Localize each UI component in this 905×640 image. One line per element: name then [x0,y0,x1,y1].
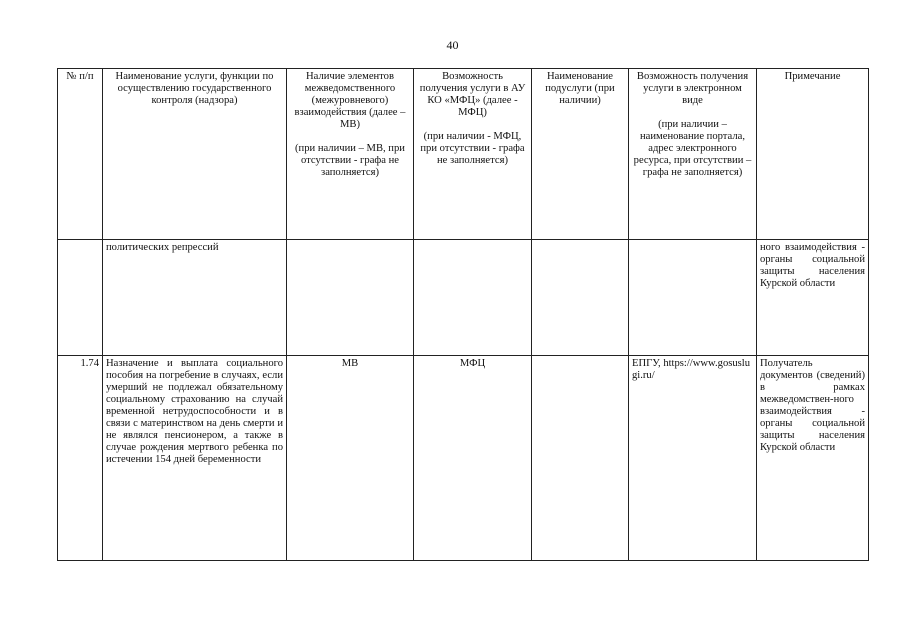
cell-subservice [532,356,629,561]
cell-electronic: ЕПГУ, https://www.gosuslugi.ru/ [629,356,757,561]
header-electronic-note: (при наличии – наименование портала, адрес электронного ресурса, при отсутствии – графа не заполняется) [633,119,752,178]
header-mfc [414,69,532,240]
page-number: 40 [446,38,459,52]
table-header-row [58,69,869,240]
table-row [58,356,869,561]
header-electronic [629,69,757,240]
header-subservice: Наименование подуслуги (при наличии) [532,69,629,240]
cell-mfc [414,240,532,356]
cell-mv [287,240,414,356]
header-mfc-note: (при наличии - МФЦ, при отсутствии - графа не заполняется) [420,131,525,166]
cell-num [58,240,103,356]
header-mv-note: (при наличии – МВ, при отсутствии - графа не заполняется) [295,143,405,178]
header-electronic-main: Возможность получения услуги в электронном виде [636,71,749,106]
header-note: Примечание [757,69,869,240]
header-mv [287,69,414,240]
cell-note: ного взаимодействия - органы социальной защиты населения Курской области [757,240,869,356]
cell-mv: МВ [287,356,414,561]
cell-service-name: политических репрессий [103,240,287,356]
cell-electronic [629,240,757,356]
cell-note: Получатель документов (сведений) в рамках межведомствен-ного взаимодействия - органы социальной защиты населения Курской области [757,356,869,561]
cell-service-name: Назначение и выплата социального пособия на погребение в случаях, если умерший не подлежал обязательному социальному страхованию на случай временной нетрудоспособности и в связи с материнством на день смерти и не являлся пенсионером, а также в случае рождения мертвого ребенка по истечении 154 дней беременности [103,356,287,561]
cell-subservice [532,240,629,356]
cell-num: 1.74 [58,356,103,561]
services-table [57,68,869,561]
header-mfc-main: Возможность получения услуги в АУ КО «МФЦ» (далее - МФЦ) [419,71,526,118]
header-num: № п/п [58,69,103,240]
cell-mfc: МФЦ [414,356,532,561]
header-service-name: Наименование услуги, функции по осуществлению государственного контроля (надзора) [103,69,287,240]
header-mv-main: Наличие элементов межведомственного (межуровневого) взаимодействия (далее – МВ) [294,71,406,130]
table-row [58,240,869,356]
